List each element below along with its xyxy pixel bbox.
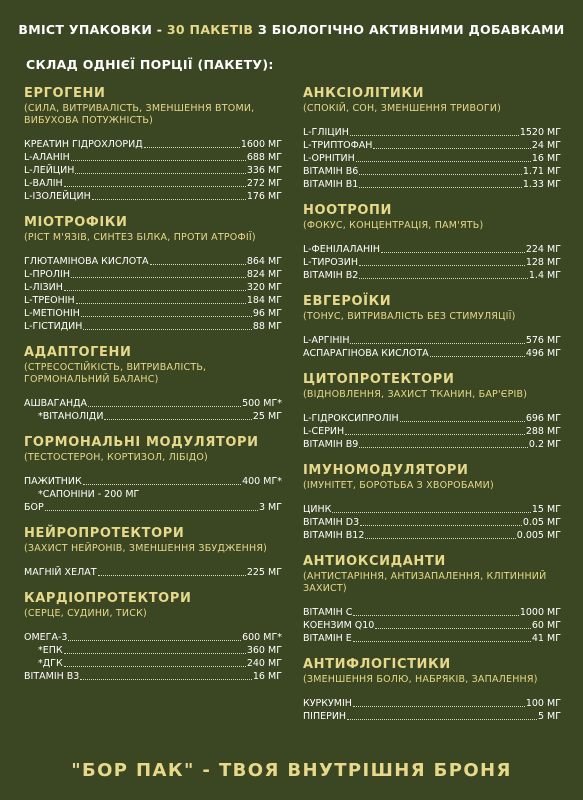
ingredient-amount: 96 МГ [252,308,282,319]
ingredient-row [303,632,561,645]
dotted-leader [345,434,525,435]
section [303,657,561,723]
dotted-leader [64,290,246,291]
ingredient-list [303,412,561,451]
ingredient-amount: 864 МГ [246,256,282,267]
dotted-leader [359,278,528,279]
dotted-leader [359,447,528,448]
section-subtitle: (РІСТ М'ЯЗІВ, СИНТЕЗ БІЛКА, ПРОТИ АТРОФІЇ) [24,232,256,243]
dotted-leader [64,186,246,187]
section-title: ІМУНОМОДУЛЯТОРИ [303,463,469,478]
ingredient-row [303,178,561,191]
ingredient-row [24,670,282,683]
ingredient-name: ВІТАМІН В6 [303,166,359,177]
ingredient-row [303,438,561,451]
ingredient-name: L-СЕРИН [303,426,345,437]
ingredient-row [24,164,282,177]
dotted-leader [88,406,241,407]
ingredient-row [303,619,561,632]
dotted-leader [92,199,246,200]
section-title: НЕЙРОПРОТЕКТОРИ [24,526,185,541]
dotted-leader [332,512,531,513]
ingredient-row [303,529,561,542]
ingredient-row [24,631,282,644]
ingredient-name: ВІТАМІН В12 [303,530,365,541]
ingredient-name: L-ІЗОЛЕЙЦИН [24,191,91,202]
ingredient-amount: 15 МГ [531,504,561,515]
ingredient-amount: 1600 МГ [240,139,282,150]
dotted-leader [350,135,519,136]
section-title: ЦИТОПРОТЕКТОРИ [303,372,455,387]
ingredient-amount: 696 МГ [525,413,561,424]
ingredient-amount: 400 МГ* [242,476,282,487]
ingredient-name: L-ТРИПТОФАН [303,140,373,151]
ingredient-amount: 320 МГ [246,282,282,293]
dotted-leader [353,641,531,642]
ingredient-name: ВІТАМІН D3 [303,517,360,528]
ingredient-list [24,475,282,514]
ingredient-row [303,503,561,516]
ingredient-name: L-ПРОЛІН [24,269,70,280]
ingredient-amount: 0.2 МГ [528,439,561,450]
section-title: АНКСІОЛІТИКИ [303,86,425,101]
section-subtitle: (СТРЕСОСТІЙКІСТЬ, ВИТРИВАЛІСТЬ, ГОРМОНАЛЬНИЙ БАЛАНС) [24,362,207,385]
ingredient-name: L-ТРЕОНІН [24,295,75,306]
ingredient-amount: 500 МГ* [242,398,282,409]
ingredient-amount: 16 МГ [252,671,282,682]
ingredient-list [303,503,561,542]
section-subtitle: (СПОКІЙ, СОН, ЗМЕНШЕННЯ ТРИВОГИ) [303,103,502,114]
ingredient-row [24,294,282,307]
ingredient-row [303,347,561,360]
section-subtitle: (ІМУНІТЕТ, БОРОТЬБА З ХВОРОБАМИ) [303,480,494,491]
ingredient-name: L-ЛЕЙЦИН [24,165,75,176]
ingredient-amount: 3 МГ [258,502,282,513]
section-subtitle: (ТЕСТОСТЕРОН, КОРТИЗОЛ, ЛІБІДО) [24,452,208,463]
dotted-leader [81,316,252,317]
ingredient-row [303,152,561,165]
ingredient-row [303,516,561,529]
ingredient-row [24,177,282,190]
ingredient-name: L-ГІДРОКСИПРОЛІН [303,413,399,424]
ingredient-amount: 1520 МГ [519,127,561,138]
section-title: КАРДІОПРОТЕКТОРИ [24,591,192,606]
section-title: ЕРГОГЕНИ [24,86,106,101]
ingredient-name: L-ФЕНІЛАЛАНІН [303,244,381,255]
ingredient-name: ПІПЕРИН [303,711,347,722]
ingredient-amount: 5 МГ [537,711,561,722]
ingredient-name: АШВАГАНДА [24,398,88,409]
section-title: МІОТРОФІКИ [24,215,128,230]
ingredient-list [303,334,561,360]
section [303,294,561,360]
section-subtitle: (ЗМЕНШЕННЯ БОЛЮ, НАБРЯКІВ, ЗАПАЛЕННЯ) [303,674,538,685]
section-subtitle: (ВІДНОВЛЕННЯ, ЗАХИСТ ТКАНИН, БАР'ЄРІВ) [303,389,528,400]
section [24,526,282,579]
ingredient-name: ЦИНК [303,504,332,515]
section-subtitle: (СЕРЦЕ, СУДИНИ, ТИСК) [24,608,147,619]
ingredient-name: L-ТИРОЗИН [303,257,359,268]
dotted-leader [359,187,521,188]
dotted-leader [80,679,252,680]
ingredient-list [303,606,561,645]
ingredient-list [24,255,282,333]
ingredient-name: *ВІТАНОЛІДИ [38,411,104,422]
dotted-leader [350,343,524,344]
ingredient-amount: 225 МГ [246,567,282,578]
ingredient-amount: 25 МГ [252,411,282,422]
section [24,215,282,333]
ingredient-amount: 1000 МГ [519,607,561,618]
section-title: НООТРОПИ [303,203,392,218]
section [303,463,561,542]
ingredient-amount: 41 МГ [531,633,561,644]
ingredient-row [303,243,561,256]
ingredient-amount: 600 МГ* [242,632,282,643]
ingredient-amount: 176 МГ [246,191,282,202]
ingredient-list [24,397,282,423]
left-column [24,86,282,695]
ingredient-row [24,151,282,164]
dotted-leader [356,161,531,162]
ingredient-row [303,710,561,723]
ingredient-row [303,606,561,619]
ingredient-name: ПАЖИТНИК [24,476,82,487]
dotted-leader [353,615,518,616]
dotted-leader [400,421,525,422]
ingredient-amount: 272 МГ [246,178,282,189]
ingredient-row [24,307,282,320]
ingredient-amount: 336 МГ [246,165,282,176]
ingredient-name: МАГНІЙ ХЕЛАТ [24,567,97,578]
dotted-leader [150,264,246,265]
ingredient-amount: 824 МГ [246,269,282,280]
ingredient-row [24,397,282,410]
ingredient-name: ВІТАМІН В1 [303,179,359,190]
ingredient-amount: 100 МГ [525,698,561,709]
ingredient-row [24,320,282,333]
ingredient-row [24,657,282,670]
section [24,345,282,423]
heading-suffix: З БІОЛОГІЧНО АКТИВНИМИ ДОБАВКАМИ [257,22,565,37]
ingredient-amount: 0.05 МГ [522,517,561,528]
ingredient-row [24,255,282,268]
section [24,591,282,683]
ingredient-row [24,190,282,203]
ingredient-row [24,644,282,657]
ingredient-list [24,138,282,203]
ingredient-name: *ЕПК [38,645,63,656]
ingredient-row [24,501,282,514]
ingredient-amount: 688 МГ [246,152,282,163]
ingredient-row [303,412,561,425]
ingredient-list [303,243,561,282]
dotted-leader [83,484,241,485]
ingredient-row [24,475,282,488]
dotted-leader [381,252,525,253]
section-title: ГОРМОНАЛЬНІ МОДУЛЯТОРИ [24,435,259,450]
section [303,203,561,282]
section-title: АНТИФЛОГІСТИКИ [303,657,451,672]
dotted-leader [83,329,252,330]
ingredient-amount: 128 МГ [525,257,561,268]
dotted-leader [68,640,241,641]
dotted-leader [71,277,246,278]
right-column [303,86,561,735]
ingredient-name: АСПАРАГІНОВА КИСЛОТА [303,348,429,359]
ingredient-row [303,139,561,152]
ingredient-name: L-АЛАНІН [24,152,70,163]
dotted-leader [144,147,240,148]
ingredient-row [303,697,561,710]
ingredient-amount: 0.005 МГ [516,530,561,541]
ingredient-amount: 60 МГ [531,620,561,631]
dotted-leader [375,628,531,629]
ingredient-list [303,126,561,191]
dotted-leader [71,160,246,161]
ingredient-amount: 24 МГ [531,140,561,151]
ingredient-amount: 1.33 МГ [522,179,561,190]
ingredient-name: L-ЛІЗИН [24,282,63,293]
dotted-leader [365,538,515,539]
ingredient-name: КУРКУМІН [303,698,352,709]
dotted-leader [359,174,521,175]
ingredient-row [303,334,561,347]
dotted-leader [359,265,525,266]
section [303,372,561,451]
ingredient-amount: 88 МГ [252,321,282,332]
ingredient-name: L-ОРНІТИН [303,153,355,164]
ingredient-name: L-ГІСТИДИН [24,321,83,332]
ingredient-row [24,281,282,294]
section-title: АНТИОКСИДАНТИ [303,554,446,569]
slogan: "БОР ПАК" - ТВОЯ ВНУТРІШНЯ БРОНЯ [71,760,512,781]
section-subtitle: (ЗАХИСТ НЕЙРОНІВ, ЗМЕНШЕННЯ ЗБУДЖЕННЯ) [24,543,268,554]
section-subtitle: (СИЛА, ВИТРИВАЛІСТЬ, ЗМЕНШЕННЯ ВТОМИ, ВИБУХОВА ПОТУЖНІСТЬ) [24,103,255,126]
ingredient-name: ГЛЮТАМІНОВА КИСЛОТА [24,256,149,267]
ingredient-name: КОЕНЗИМ Q10 [303,620,375,631]
heading-highlight: 30 ПАКЕТІВ [166,22,254,37]
ingredient-row [303,165,561,178]
ingredient-name: L-ГЛІЦИН [303,127,349,138]
dotted-leader [430,356,525,357]
dotted-leader [45,510,258,511]
ingredient-row [24,138,282,151]
ingredient-row [24,268,282,281]
ingredient-amount: 496 МГ [525,348,561,359]
ingredient-name: БОР [24,502,44,513]
ingredient-row [24,410,282,423]
ingredient-amount: 1.71 МГ [522,166,561,177]
ingredient-name: ОМЕГА-3 [24,632,68,643]
dotted-leader [104,419,251,420]
ingredient-name: ВІТАМІН Е [303,633,352,644]
ingredient-row [303,269,561,282]
dotted-leader [64,653,246,654]
dotted-leader [98,575,246,576]
ingredient-amount: 184 МГ [246,295,282,306]
ingredient-name: ВІТАМІН В2 [303,270,359,281]
ingredient-amount: 1.4 МГ [528,270,561,281]
ingredient-name: ВІТАМІН С [303,607,353,618]
dotted-leader [347,719,537,720]
dotted-leader [64,666,246,667]
dotted-leader [353,706,525,707]
dotted-leader [75,173,245,174]
ingredient-list [303,697,561,723]
ingredient-amount: 360 МГ [246,645,282,656]
dotted-leader [76,303,246,304]
ingredient-note: *САПОНІНИ - 200 МГ [38,489,140,500]
ingredient-amount: 16 МГ [531,153,561,164]
section-subtitle: (АНТИСТАРІННЯ, АНТИЗАПАЛЕННЯ, КЛІТИННИЙ ЗАХИСТ) [303,571,547,594]
ingredient-row [303,425,561,438]
section [24,86,282,203]
dotted-leader [360,525,522,526]
ingredient-name: ВІТАМІН В3 [24,671,80,682]
ingredient-name: *ДГК [38,658,63,669]
section [303,86,561,191]
ingredient-name: КРЕАТИН ГІДРОХЛОРИД [24,139,143,150]
section-subtitle: (ФОКУС, КОНЦЕНТРАЦІЯ, ПАМ'ЯТЬ) [303,220,484,231]
ingredient-name: L-АРГІНІН [303,335,350,346]
package-contents-heading [0,22,583,37]
ingredient-amount: 240 МГ [246,658,282,669]
ingredient-name: L-ВАЛІН [24,178,63,189]
dotted-leader [373,148,530,149]
section-title: ЕВГЕРОЇКИ [303,294,392,309]
serving-composition-heading: СКЛАД ОДНІЄЇ ПОРЦІЇ (ПАКЕТУ): [26,57,274,72]
ingredient-amount: 224 МГ [525,244,561,255]
ingredient-amount: 288 МГ [525,426,561,437]
ingredient-name: ВІТАМІН В9 [303,439,359,450]
section-subtitle: (ТОНУС, ВИТРИВАЛІСТЬ БЕЗ СТИМУЛЯЦІЇ) [303,311,516,322]
ingredient-name: L-МЕТІОНІН [24,308,80,319]
ingredient-row [24,566,282,579]
ingredient-row [303,126,561,139]
section [303,554,561,645]
ingredient-row [303,256,561,269]
ingredient-amount: 576 МГ [525,335,561,346]
section [24,435,282,514]
ingredient-list [24,631,282,683]
ingredient-list [24,566,282,579]
section-title: АДАПТОГЕНИ [24,345,132,360]
heading-prefix: ВМІСТ УПАКОВКИ - [18,22,163,37]
